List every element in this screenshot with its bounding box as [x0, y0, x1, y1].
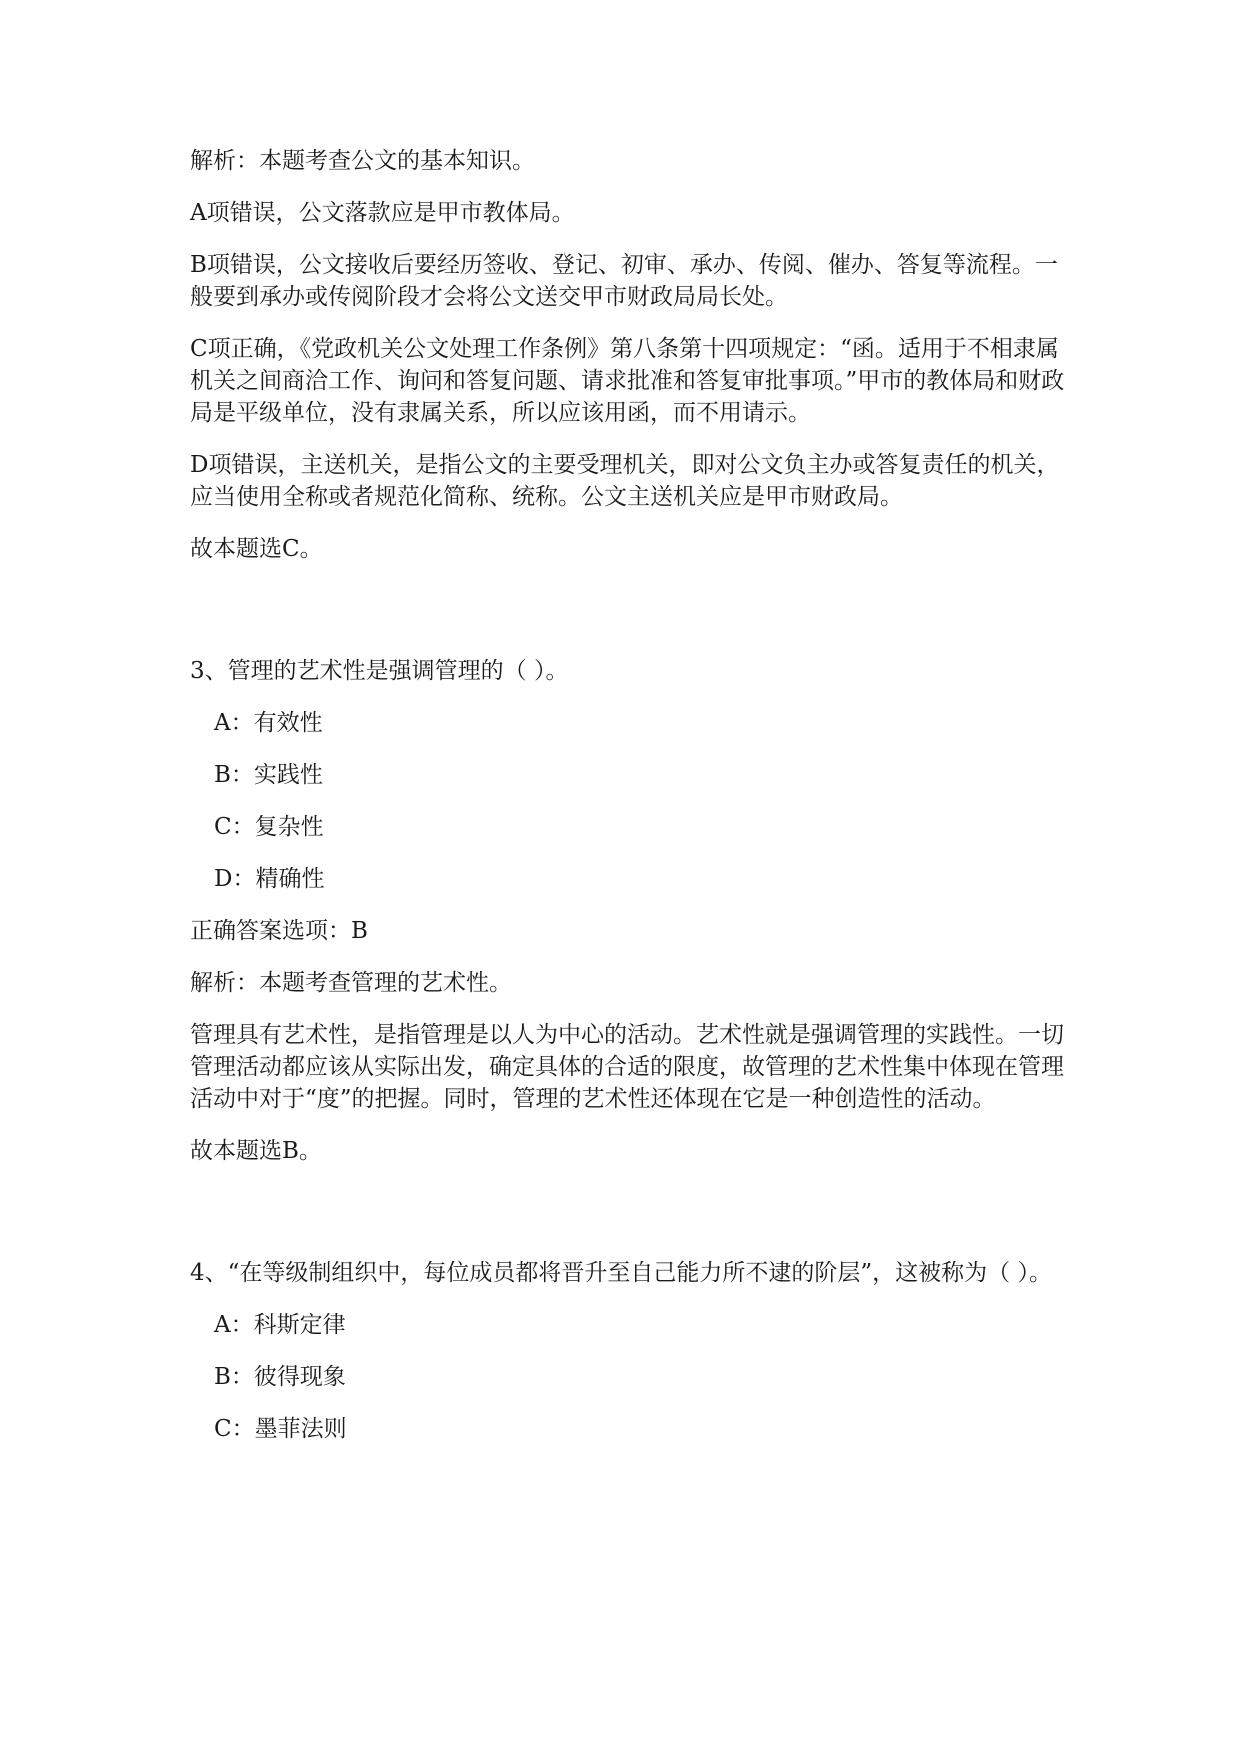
- analysis-intro: 解析：本题考查公文的基本知识。: [190, 148, 535, 174]
- option-b: B：实践性: [214, 762, 323, 788]
- analysis-paragraph-a: A项错误，公文落款应是甲市教体局。: [190, 200, 575, 226]
- question-4: [190, 1257, 1070, 1445]
- option-a: A：有效性: [214, 710, 323, 736]
- analysis-conclusion: 故本题选C。: [190, 536, 323, 562]
- analysis-body: 管理具有艺术性，是指管理是以人为中心的活动。艺术性就是强调管理的实践性。一切管理活动都应该从实际出发，确定具体的合适的限度，故管理的艺术性集中体现在管理活动中对于“度”的把握。同时，管理的艺术性还体现在它是一种创造性的活动。: [190, 1022, 1064, 1112]
- option-a: A：科斯定律: [214, 1312, 346, 1338]
- option-c: C：复杂性: [214, 814, 324, 840]
- question-text: 4、“在等级制组织中，每位成员都将晋升至自己能力所不逮的阶层”，这被称为（ ）。: [190, 1260, 1052, 1286]
- analysis-intro: 解析：本题考查管理的艺术性。: [190, 970, 512, 996]
- option-list: [190, 707, 1070, 895]
- option-list: [190, 1309, 1070, 1445]
- option-b: B：彼得现象: [214, 1364, 346, 1390]
- analysis-paragraph-b: B项错误，公文接收后要经历签收、登记、初审、承办、传阅、催办、答复等流程。一般要到承办或传阅阶段才会将公文送交甲市财政局局长处。: [190, 252, 1058, 310]
- analysis-paragraph-c: C项正确，《党政机关公文处理工作条例》第八条第十四项规定：“函。适用于不相隶属机关之间商洽工作、询问和答复问题、请求批准和答复审批事项。”甲市的教体局和财政局是平级单位，没有隶属关系，所以应该用函，而不用请示。: [190, 336, 1065, 426]
- question-3: [190, 655, 1070, 1167]
- correct-answer: 正确答案选项：B: [190, 918, 368, 944]
- option-d: D：精确性: [214, 866, 325, 892]
- question-2-analysis: [190, 145, 1070, 565]
- analysis-conclusion: 故本题选B。: [190, 1138, 322, 1164]
- analysis-paragraph-d: D项错误，主送机关，是指公文的主要受理机关，即对公文负主办或答复责任的机关，应当使用全称或者规范化简称、统称。公文主送机关应是甲市财政局。: [190, 452, 1060, 510]
- document-page: [190, 145, 1070, 1445]
- option-c: C：墨菲法则: [214, 1416, 347, 1442]
- question-text: 3、管理的艺术性是强调管理的（ ）。: [190, 658, 569, 684]
